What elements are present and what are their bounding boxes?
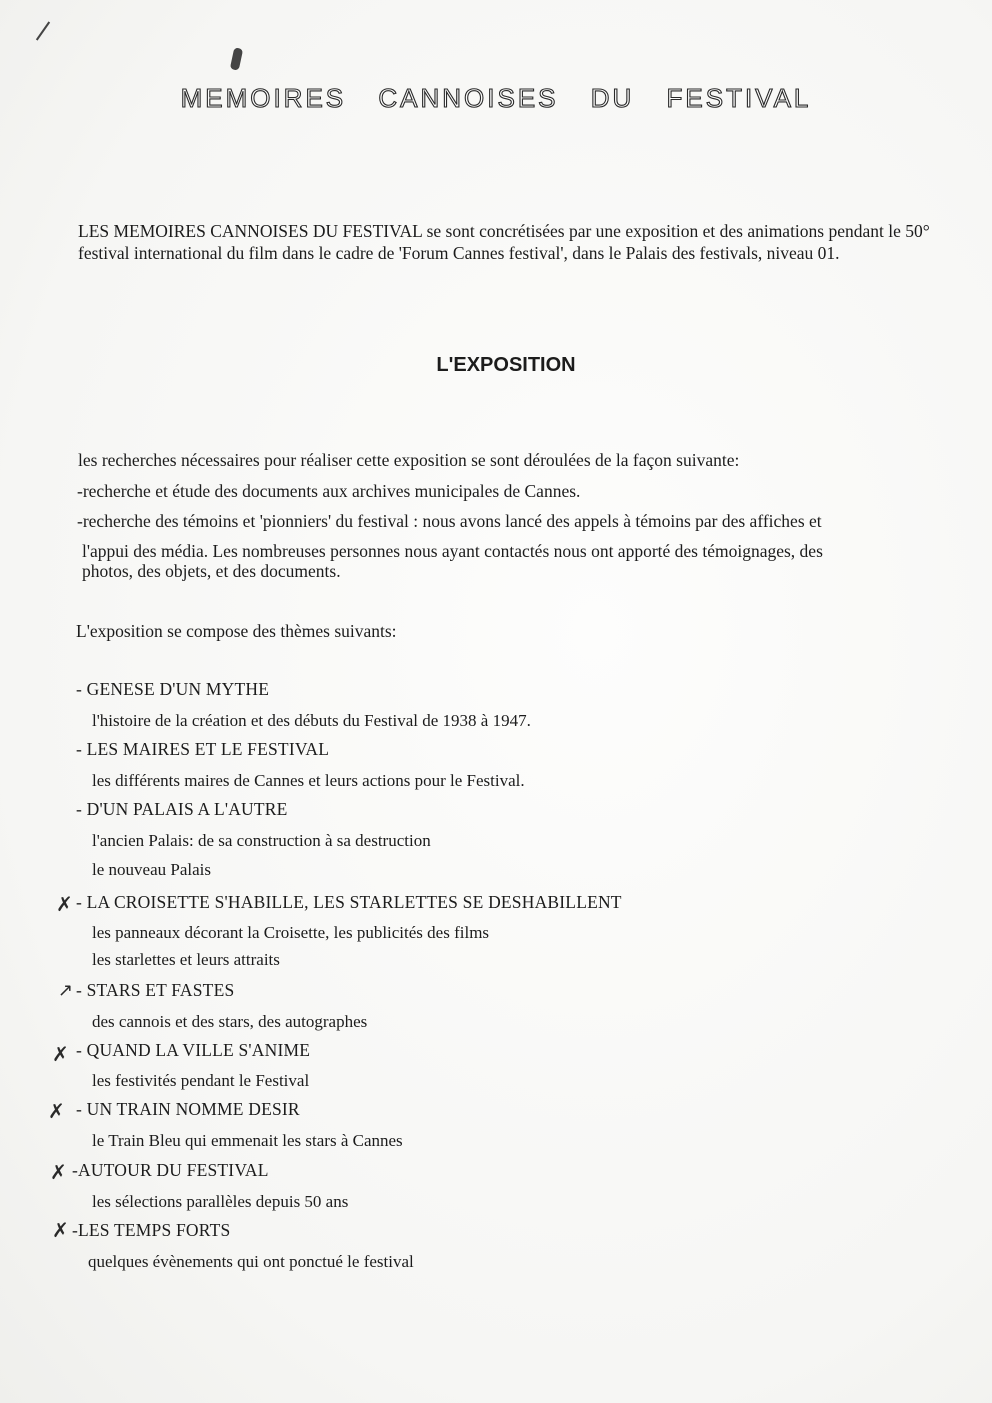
theme-desc-palais-2: le nouveau Palais	[92, 860, 211, 879]
document-title: MEMOIRES CANNOISES DU FESTIVAL	[180, 83, 812, 113]
handwritten-x-mark: ✗	[48, 1099, 65, 1123]
theme-desc-croisette-1: les panneaux décorant la Croisette, les publicités des films	[92, 923, 490, 942]
theme-title-stars: - STARS ET FASTES	[76, 980, 235, 1000]
theme-desc-croisette-2: les starlettes et leurs attraits	[92, 950, 280, 969]
theme-desc-stars: des cannois et des stars, des autographes	[92, 1012, 368, 1031]
theme-desc-train: le Train Bleu qui emmenait les stars à Cannes	[92, 1131, 403, 1150]
theme-desc-temps-forts: quelques évènements qui ont ponctué le festival	[88, 1252, 414, 1271]
research-line-3: -recherche des témoins et 'pionniers' du festival : nous avons lancé des appels à témoins par des affiches et	[77, 511, 822, 531]
research-line-2: -recherche et étude des documents aux archives municipales de Cannes.	[77, 481, 581, 501]
theme-desc-genese: l'histoire de la création et des débuts du Festival de 1938 à 1947.	[92, 711, 531, 730]
handwritten-x-mark: ✗	[56, 892, 73, 916]
theme-title-train: - UN TRAIN NOMME DESIR	[76, 1099, 300, 1119]
section-heading: L'EXPOSITION	[436, 354, 576, 376]
theme-desc-palais-1: l'ancien Palais: de sa construction à sa destruction	[92, 831, 431, 850]
pen-mark-top-left	[36, 21, 50, 40]
theme-desc-ville: les festivités pendant le Festival	[92, 1071, 310, 1090]
theme-title-genese: - GENESE D'UN MYTHE	[76, 679, 270, 699]
theme-title-croisette: - LA CROISETTE S'HABILLE, LES STARLETTES SE DESHABILLENT	[76, 892, 622, 912]
theme-title-ville: - QUAND LA VILLE S'ANIME	[76, 1040, 311, 1060]
research-line-5: photos, des objets, et des documents.	[82, 561, 341, 581]
theme-title-maires: - LES MAIRES ET LE FESTIVAL	[76, 739, 330, 759]
handwritten-x-mark: ✗	[52, 1042, 69, 1066]
handwritten-check-mark: ↗	[58, 980, 74, 1001]
research-line-1: les recherches nécessaires pour réaliser cette exposition se sont déroulées de la façon suivante:	[78, 450, 740, 470]
theme-desc-maires: les différents maires de Cannes et leurs actions pour le Festival.	[92, 771, 525, 790]
themes-intro: L'exposition se compose des thèmes suivants:	[76, 621, 397, 641]
research-line-4: l'appui des média. Les nombreuses personnes nous ayant contactés nous ont apporté des témoignages, des	[82, 541, 823, 561]
theme-title-temps-forts: -LES TEMPS FORTS	[72, 1220, 231, 1240]
handwritten-x-mark: ✗	[50, 1160, 67, 1184]
pen-mark-top	[230, 47, 243, 70]
handwritten-x-mark: ✗	[52, 1218, 69, 1242]
theme-title-autour: -AUTOUR DU FESTIVAL	[72, 1160, 269, 1180]
intro-paragraph: LES MEMOIRES CANNOISES DU FESTIVAL se sont concrétisées par une exposition et des animations pendant le 50° festival international du film dans le cadre de 'Forum Cannes festival', dans le Palais des festivals, niveau 01.	[78, 221, 930, 263]
theme-desc-autour: les sélections parallèles depuis 50 ans	[92, 1192, 349, 1211]
theme-title-palais: - D'UN PALAIS A L'AUTRE	[76, 799, 288, 819]
